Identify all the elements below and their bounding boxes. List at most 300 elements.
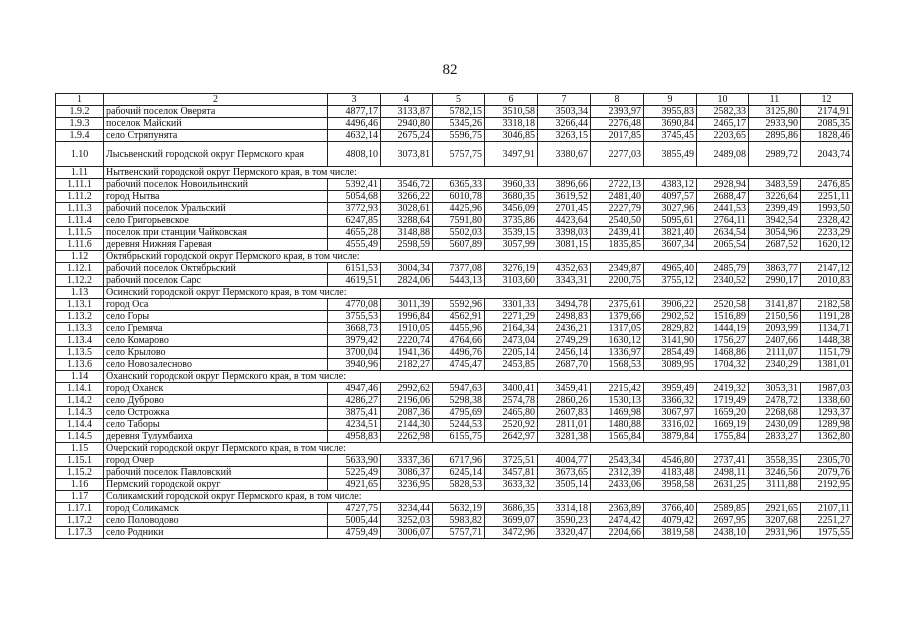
row-code: 1.16 — [56, 479, 104, 491]
table-row — [56, 503, 853, 515]
value-cell: 2349,87 — [591, 263, 644, 275]
value-cell: 2430,09 — [749, 419, 801, 431]
value-cell: 3086,37 — [381, 467, 433, 479]
table-row — [56, 299, 853, 311]
value-cell: 5633,90 — [328, 455, 381, 467]
value-cell: 3546,72 — [381, 179, 433, 191]
value-cell: 3081,15 — [538, 239, 591, 251]
value-cell: 2441,53 — [697, 203, 749, 215]
value-cell: 4383,12 — [644, 179, 697, 191]
value-cell: 2598,59 — [381, 239, 433, 251]
table-row — [56, 215, 853, 227]
value-cell: 5596,75 — [433, 130, 485, 142]
value-cell: 1151,79 — [801, 347, 853, 359]
row-code: 1.13.3 — [56, 323, 104, 335]
value-cell: 2489,08 — [697, 142, 749, 167]
settlement-name: село Дуброво — [104, 395, 328, 407]
value-cell: 1317,05 — [591, 323, 644, 335]
table-row — [56, 527, 853, 539]
value-cell: 2697,95 — [697, 515, 749, 527]
value-cell: 2271,29 — [485, 311, 538, 323]
value-cell: 3234,44 — [381, 503, 433, 515]
value-cell: 3483,59 — [749, 179, 801, 191]
tariff-table — [55, 93, 853, 539]
value-cell: 4183,48 — [644, 467, 697, 479]
value-cell: 2824,06 — [381, 275, 433, 287]
table-row — [56, 431, 853, 443]
value-cell: 3246,56 — [749, 467, 801, 479]
value-cell: 2107,11 — [801, 503, 853, 515]
value-cell: 3686,35 — [485, 503, 538, 515]
value-cell: 2150,56 — [749, 311, 801, 323]
value-cell: 2111,07 — [749, 347, 801, 359]
value-cell: 3456,09 — [485, 203, 538, 215]
value-cell: 3633,32 — [485, 479, 538, 491]
row-code: 1.13 — [56, 287, 104, 299]
value-cell: 3141,87 — [749, 299, 801, 311]
row-code: 1.12.2 — [56, 275, 104, 287]
value-cell: 1448,38 — [801, 335, 853, 347]
row-code: 1.14.2 — [56, 395, 104, 407]
value-cell: 3755,12 — [644, 275, 697, 287]
value-cell: 4877,17 — [328, 106, 381, 118]
value-cell: 2093,99 — [749, 323, 801, 335]
value-cell: 3690,84 — [644, 118, 697, 130]
value-cell: 1941,36 — [381, 347, 433, 359]
value-cell: 2233,29 — [801, 227, 853, 239]
value-cell: 3320,47 — [538, 527, 591, 539]
value-cell: 2895,86 — [749, 130, 801, 142]
value-cell: 2722,13 — [591, 179, 644, 191]
value-cell: 2205,14 — [485, 347, 538, 359]
row-code: 1.9.4 — [56, 130, 104, 142]
value-cell: 2478,72 — [749, 395, 801, 407]
value-cell: 2305,70 — [801, 455, 853, 467]
section-title: Октябрьский городской округ Пермского края, в том числе: — [104, 251, 853, 263]
table-row — [56, 106, 853, 118]
value-cell: 1379,66 — [591, 311, 644, 323]
value-cell: 3028,61 — [381, 203, 433, 215]
value-cell: 1996,84 — [381, 311, 433, 323]
value-cell: 5607,89 — [433, 239, 485, 251]
value-cell: 2498,11 — [697, 467, 749, 479]
column-number: 4 — [381, 94, 433, 106]
row-code: 1.17.2 — [56, 515, 104, 527]
table-row — [56, 467, 853, 479]
value-cell: 4764,66 — [433, 335, 485, 347]
value-cell: 4965,40 — [644, 263, 697, 275]
value-cell: 3960,33 — [485, 179, 538, 191]
value-cell: 4425,96 — [433, 203, 485, 215]
value-cell: 4958,83 — [328, 431, 381, 443]
row-code: 1.13.1 — [56, 299, 104, 311]
settlement-name: село Комарово — [104, 335, 328, 347]
value-cell: 2340,29 — [749, 359, 801, 371]
value-cell: 5392,41 — [328, 179, 381, 191]
row-code: 1.11.3 — [56, 203, 104, 215]
value-cell: 3301,33 — [485, 299, 538, 311]
settlement-name: Лысьвенский городской округ Пермского края — [104, 142, 328, 167]
value-cell: 2164,34 — [485, 323, 538, 335]
value-cell: 3288,64 — [381, 215, 433, 227]
value-cell: 3226,64 — [749, 191, 801, 203]
value-cell: 6245,14 — [433, 467, 485, 479]
value-cell: 2268,68 — [749, 407, 801, 419]
value-cell: 2928,94 — [697, 179, 749, 191]
value-cell: 3875,41 — [328, 407, 381, 419]
table-row — [56, 407, 853, 419]
value-cell: 1293,37 — [801, 407, 853, 419]
value-cell: 2485,79 — [697, 263, 749, 275]
table-row — [56, 359, 853, 371]
value-cell: 2312,39 — [591, 467, 644, 479]
value-cell: 1530,13 — [591, 395, 644, 407]
section-row — [56, 491, 853, 503]
value-cell: 4759,49 — [328, 527, 381, 539]
value-cell: 5983,82 — [433, 515, 485, 527]
table-row — [56, 118, 853, 130]
settlement-name: город Очер — [104, 455, 328, 467]
value-cell: 3821,40 — [644, 227, 697, 239]
value-cell: 3772,93 — [328, 203, 381, 215]
value-cell: 2574,78 — [485, 395, 538, 407]
value-cell: 3503,34 — [538, 106, 591, 118]
row-code: 1.12.1 — [56, 263, 104, 275]
value-cell: 1338,60 — [801, 395, 853, 407]
column-number: 1 — [56, 94, 104, 106]
value-cell: 5757,75 — [433, 142, 485, 167]
table-row — [56, 191, 853, 203]
settlement-name: рабочий поселок Оверята — [104, 106, 328, 118]
value-cell: 2540,50 — [591, 215, 644, 227]
value-cell: 2990,17 — [749, 275, 801, 287]
value-cell: 1565,84 — [591, 431, 644, 443]
table-row — [56, 347, 853, 359]
value-cell: 2833,27 — [749, 431, 801, 443]
value-cell: 3955,83 — [644, 106, 697, 118]
settlement-name: село Григорьевское — [104, 215, 328, 227]
value-cell: 3539,15 — [485, 227, 538, 239]
value-cell: 1828,46 — [801, 130, 853, 142]
value-cell: 2196,06 — [381, 395, 433, 407]
value-cell: 2498,83 — [538, 311, 591, 323]
value-cell: 2989,72 — [749, 142, 801, 167]
value-cell: 5345,26 — [433, 118, 485, 130]
value-cell: 3735,86 — [485, 215, 538, 227]
value-cell: 3067,97 — [644, 407, 697, 419]
settlement-name: город Оса — [104, 299, 328, 311]
value-cell: 3958,58 — [644, 479, 697, 491]
value-cell: 2419,32 — [697, 383, 749, 395]
settlement-name: село Половодово — [104, 515, 328, 527]
settlement-name: село Острожка — [104, 407, 328, 419]
value-cell: 3979,42 — [328, 335, 381, 347]
value-cell: 2688,47 — [697, 191, 749, 203]
value-cell: 2436,21 — [538, 323, 591, 335]
value-cell: 4234,51 — [328, 419, 381, 431]
row-code: 1.11.4 — [56, 215, 104, 227]
value-cell: 2476,85 — [801, 179, 853, 191]
settlement-name: город Оханск — [104, 383, 328, 395]
row-code: 1.12 — [56, 251, 104, 263]
row-code: 1.17 — [56, 491, 104, 503]
value-cell: 2675,24 — [381, 130, 433, 142]
row-code: 1.14.3 — [56, 407, 104, 419]
section-title: Осинский городской округ Пермского края, в том числе: — [104, 287, 853, 299]
value-cell: 1469,98 — [591, 407, 644, 419]
value-cell: 2399,49 — [749, 203, 801, 215]
column-number: 2 — [104, 94, 328, 106]
value-cell: 2251,11 — [801, 191, 853, 203]
value-cell: 1568,53 — [591, 359, 644, 371]
column-number: 8 — [591, 94, 644, 106]
value-cell: 2465,80 — [485, 407, 538, 419]
table-row — [56, 323, 853, 335]
value-cell: 2453,85 — [485, 359, 538, 371]
value-cell: 3263,15 — [538, 130, 591, 142]
value-cell: 2473,04 — [485, 335, 538, 347]
value-cell: 4496,76 — [433, 347, 485, 359]
value-cell: 1444,19 — [697, 323, 749, 335]
value-cell: 2811,01 — [538, 419, 591, 431]
row-code: 1.13.5 — [56, 347, 104, 359]
value-cell: 2200,75 — [591, 275, 644, 287]
value-cell: 2634,54 — [697, 227, 749, 239]
value-cell: 2204,66 — [591, 527, 644, 539]
row-code: 1.17.3 — [56, 527, 104, 539]
value-cell: 2992,62 — [381, 383, 433, 395]
table-row — [56, 130, 853, 142]
section-row — [56, 167, 853, 179]
value-cell: 2854,49 — [644, 347, 697, 359]
section-title: Соликамский городской округ Пермского края, в том числе: — [104, 491, 853, 503]
row-code: 1.15.1 — [56, 455, 104, 467]
value-cell: 2065,54 — [697, 239, 749, 251]
value-cell: 6151,53 — [328, 263, 381, 275]
value-cell: 3125,80 — [749, 106, 801, 118]
value-cell: 5632,19 — [433, 503, 485, 515]
value-cell: 1719,49 — [697, 395, 749, 407]
value-cell: 3400,41 — [485, 383, 538, 395]
row-code: 1.17.1 — [56, 503, 104, 515]
value-cell: 3497,91 — [485, 142, 538, 167]
table-row — [56, 335, 853, 347]
value-cell: 3027,96 — [644, 203, 697, 215]
row-code: 1.11.5 — [56, 227, 104, 239]
page-number: 82 — [442, 62, 458, 78]
value-cell: 2940,80 — [381, 118, 433, 130]
value-cell: 1993,50 — [801, 203, 853, 215]
column-number: 9 — [644, 94, 697, 106]
value-cell: 3011,39 — [381, 299, 433, 311]
value-cell: 3380,67 — [538, 142, 591, 167]
value-cell: 2262,98 — [381, 431, 433, 443]
value-cell: 2251,27 — [801, 515, 853, 527]
value-cell: 2363,89 — [591, 503, 644, 515]
value-cell: 3054,96 — [749, 227, 801, 239]
value-cell: 3318,18 — [485, 118, 538, 130]
settlement-name: Пермский городской округ — [104, 479, 328, 491]
value-cell: 1480,88 — [591, 419, 644, 431]
value-cell: 3343,31 — [538, 275, 591, 287]
row-code: 1.14.5 — [56, 431, 104, 443]
value-cell: 2582,33 — [697, 106, 749, 118]
value-cell: 2227,79 — [591, 203, 644, 215]
value-cell: 3879,84 — [644, 431, 697, 443]
value-cell: 1987,03 — [801, 383, 853, 395]
column-number: 7 — [538, 94, 591, 106]
value-cell: 3236,95 — [381, 479, 433, 491]
settlement-name: деревня Нижняя Гаревая — [104, 239, 328, 251]
value-cell: 2043,74 — [801, 142, 853, 167]
value-cell: 2520,58 — [697, 299, 749, 311]
value-cell: 2203,65 — [697, 130, 749, 142]
value-cell: 6155,75 — [433, 431, 485, 443]
value-cell: 2438,10 — [697, 527, 749, 539]
value-cell: 3494,78 — [538, 299, 591, 311]
value-cell: 2520,92 — [485, 419, 538, 431]
value-cell: 3590,23 — [538, 515, 591, 527]
value-cell: 2701,45 — [538, 203, 591, 215]
value-cell: 3459,41 — [538, 383, 591, 395]
settlement-name: рабочий поселок Новоильинский — [104, 179, 328, 191]
value-cell: 2764,11 — [697, 215, 749, 227]
value-cell: 3959,49 — [644, 383, 697, 395]
value-cell: 1659,20 — [697, 407, 749, 419]
value-cell: 4770,08 — [328, 299, 381, 311]
table-row — [56, 227, 853, 239]
table-row — [56, 311, 853, 323]
value-cell: 2439,41 — [591, 227, 644, 239]
value-cell: 3745,45 — [644, 130, 697, 142]
value-cell: 5592,96 — [433, 299, 485, 311]
value-cell: 2215,42 — [591, 383, 644, 395]
column-number: 12 — [801, 94, 853, 106]
value-cell: 2087,36 — [381, 407, 433, 419]
value-cell: 3906,22 — [644, 299, 697, 311]
value-cell: 2079,76 — [801, 467, 853, 479]
value-cell: 2642,97 — [485, 431, 538, 443]
row-code: 1.13.6 — [56, 359, 104, 371]
value-cell: 1755,84 — [697, 431, 749, 443]
value-cell: 1468,86 — [697, 347, 749, 359]
value-cell: 6365,33 — [433, 179, 485, 191]
value-cell: 6247,85 — [328, 215, 381, 227]
value-cell: 3133,87 — [381, 106, 433, 118]
value-cell: 2921,65 — [749, 503, 801, 515]
row-code: 1.15.2 — [56, 467, 104, 479]
row-code: 1.9.3 — [56, 118, 104, 130]
value-cell: 4947,46 — [328, 383, 381, 395]
row-code: 1.15 — [56, 443, 104, 455]
section-title: Оханский городской округ Пермского края, в том числе: — [104, 371, 853, 383]
value-cell: 2393,97 — [591, 106, 644, 118]
value-cell: 3266,22 — [381, 191, 433, 203]
value-cell: 3366,32 — [644, 395, 697, 407]
settlement-name: город Соликамск — [104, 503, 328, 515]
value-cell: 2147,12 — [801, 263, 853, 275]
value-cell: 3940,96 — [328, 359, 381, 371]
value-cell: 2829,82 — [644, 323, 697, 335]
settlement-name: поселок при станции Чайковская — [104, 227, 328, 239]
value-cell: 3755,53 — [328, 311, 381, 323]
value-cell: 2631,25 — [697, 479, 749, 491]
value-cell: 4546,80 — [644, 455, 697, 467]
value-cell: 3510,58 — [485, 106, 538, 118]
value-cell: 3337,36 — [381, 455, 433, 467]
settlement-name: город Нытва — [104, 191, 328, 203]
value-cell: 5298,38 — [433, 395, 485, 407]
section-row — [56, 251, 853, 263]
value-cell: 1835,85 — [591, 239, 644, 251]
value-cell: 1134,71 — [801, 323, 853, 335]
value-cell: 1975,55 — [801, 527, 853, 539]
table-row — [56, 203, 853, 215]
table-row — [56, 142, 853, 167]
value-cell: 2931,96 — [749, 527, 801, 539]
value-cell: 5782,15 — [433, 106, 485, 118]
value-cell: 1704,32 — [697, 359, 749, 371]
value-cell: 2277,03 — [591, 142, 644, 167]
value-cell: 4632,14 — [328, 130, 381, 142]
settlement-name: село Крылово — [104, 347, 328, 359]
value-cell: 5828,53 — [433, 479, 485, 491]
value-cell: 6717,96 — [433, 455, 485, 467]
value-cell: 3607,34 — [644, 239, 697, 251]
settlement-name: село Новозалесново — [104, 359, 328, 371]
value-cell: 3053,31 — [749, 383, 801, 395]
value-cell: 4079,42 — [644, 515, 697, 527]
value-cell: 2687,52 — [749, 239, 801, 251]
column-number: 10 — [697, 94, 749, 106]
settlement-name: деревня Тулумбаиха — [104, 431, 328, 443]
settlement-name: рабочий поселок Павловский — [104, 467, 328, 479]
value-cell: 3766,40 — [644, 503, 697, 515]
settlement-name: рабочий поселок Уральский — [104, 203, 328, 215]
section-row — [56, 443, 853, 455]
value-cell: 5225,49 — [328, 467, 381, 479]
value-cell: 7377,08 — [433, 263, 485, 275]
value-cell: 4655,28 — [328, 227, 381, 239]
value-cell: 5244,53 — [433, 419, 485, 431]
value-cell: 3700,04 — [328, 347, 381, 359]
value-cell: 3472,96 — [485, 527, 538, 539]
settlement-name: село Родники — [104, 527, 328, 539]
value-cell: 3819,58 — [644, 527, 697, 539]
value-cell: 1630,12 — [591, 335, 644, 347]
value-cell: 4423,64 — [538, 215, 591, 227]
value-cell: 4352,63 — [538, 263, 591, 275]
row-code: 1.14.4 — [56, 419, 104, 431]
table-row — [56, 179, 853, 191]
table-body — [56, 94, 853, 539]
value-cell: 2340,52 — [697, 275, 749, 287]
value-cell: 2017,85 — [591, 130, 644, 142]
value-cell: 3057,99 — [485, 239, 538, 251]
value-cell: 4455,96 — [433, 323, 485, 335]
value-cell: 2589,85 — [697, 503, 749, 515]
row-code: 1.13.4 — [56, 335, 104, 347]
row-code: 1.10 — [56, 142, 104, 167]
value-cell: 4795,69 — [433, 407, 485, 419]
value-cell: 4286,27 — [328, 395, 381, 407]
value-cell: 5757,71 — [433, 527, 485, 539]
value-cell: 2375,61 — [591, 299, 644, 311]
table-row — [56, 395, 853, 407]
column-number: 3 — [328, 94, 381, 106]
section-row — [56, 371, 853, 383]
value-cell: 3673,65 — [538, 467, 591, 479]
